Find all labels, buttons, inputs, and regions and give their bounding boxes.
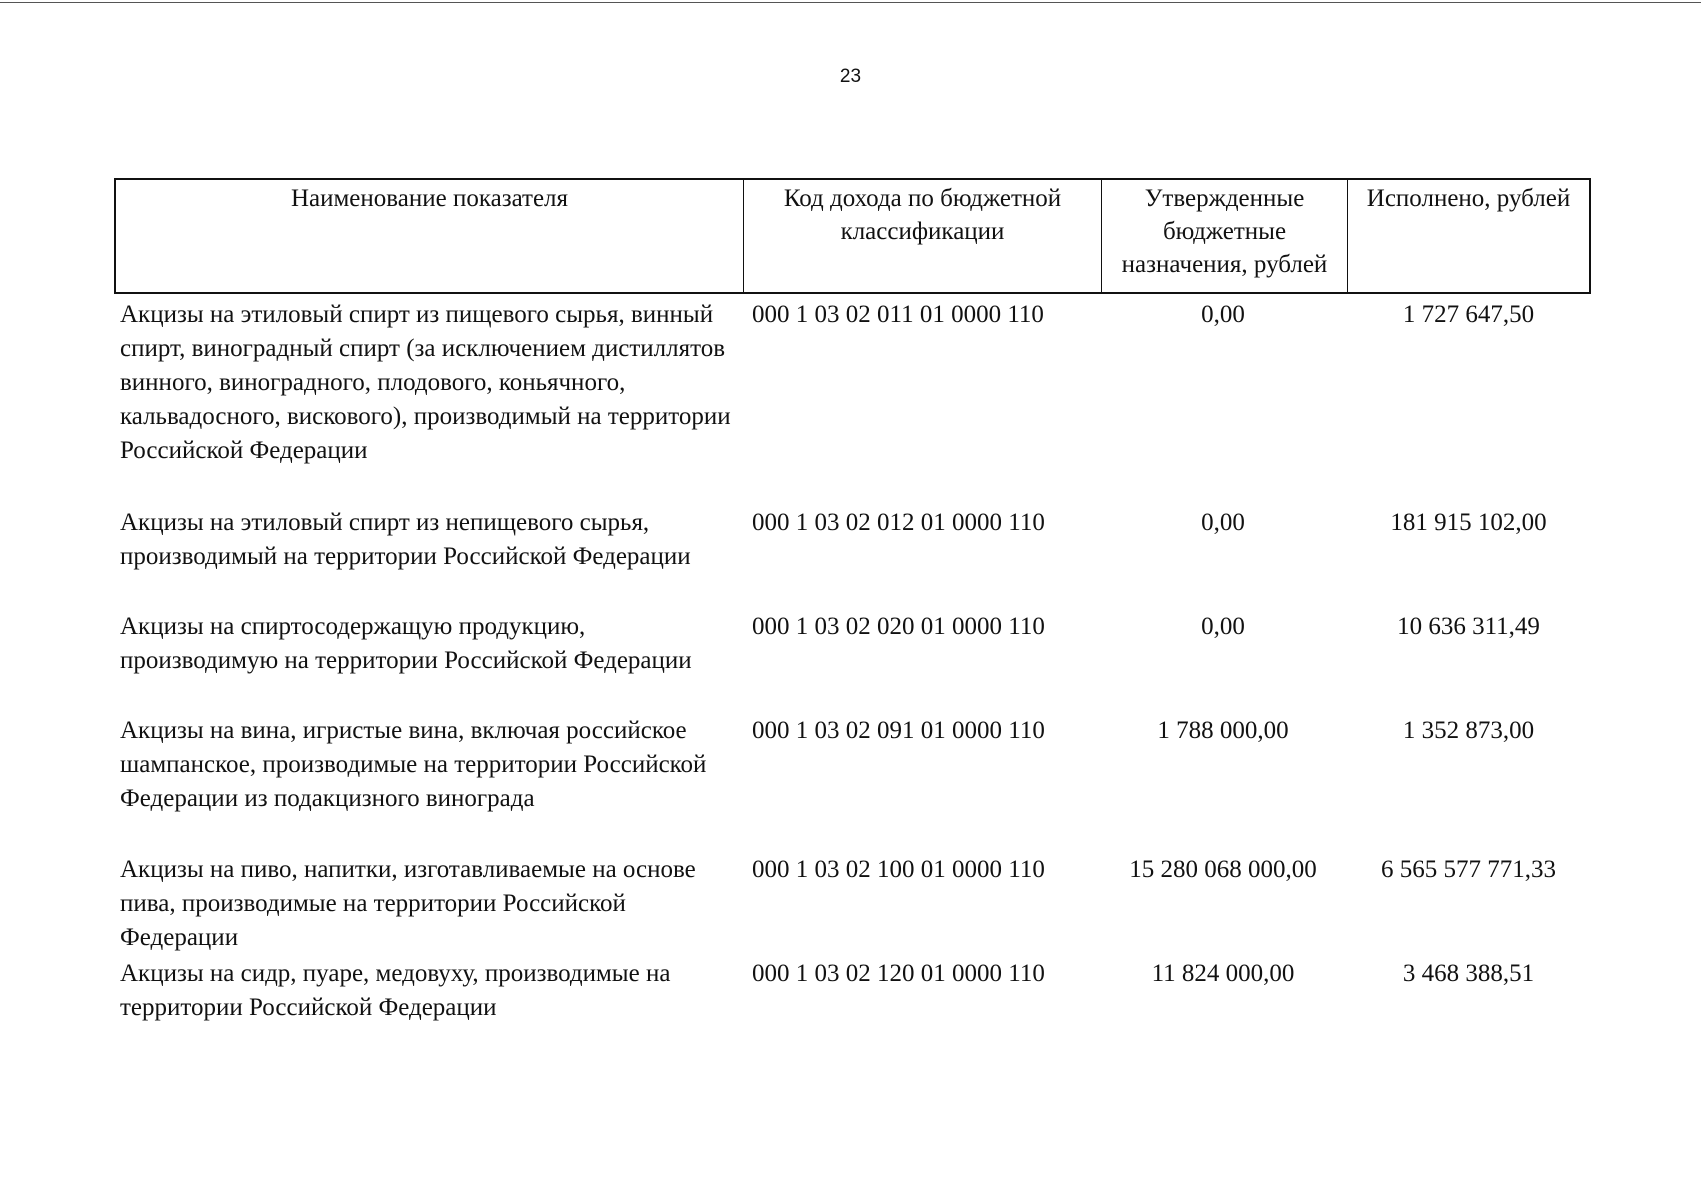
table-body bbox=[114, 296, 1591, 1027]
row-planned: 15 280 068 000,00 bbox=[1129, 856, 1317, 883]
row-planned: 0,00 bbox=[1201, 509, 1245, 536]
row-code: 000 1 03 02 011 01 0000 110 bbox=[752, 301, 1044, 328]
row-planned: 1 788 000,00 bbox=[1157, 717, 1289, 744]
row-code: 000 1 03 02 091 01 0000 110 bbox=[752, 717, 1045, 744]
row-name: Акцизы на сидр, пуаре, медовуху, производимые на территории Российской Федерации bbox=[120, 960, 671, 1021]
table-row bbox=[114, 504, 1591, 608]
row-planned: 0,00 bbox=[1201, 613, 1245, 640]
row-executed: 6 565 577 771,33 bbox=[1381, 856, 1556, 883]
row-code: 000 1 03 02 012 01 0000 110 bbox=[752, 509, 1045, 536]
header-planned: Утвержденные бюджетные назначения, рублей bbox=[1102, 180, 1348, 292]
header-name: Наименование показателя bbox=[116, 180, 744, 292]
header-code: Код дохода по бюджетной классификации bbox=[744, 180, 1102, 292]
row-executed: 181 915 102,00 bbox=[1390, 509, 1547, 536]
table-row bbox=[114, 851, 1591, 955]
row-code: 000 1 03 02 100 01 0000 110 bbox=[752, 856, 1045, 883]
row-code: 000 1 03 02 120 01 0000 110 bbox=[752, 960, 1045, 987]
row-code: 000 1 03 02 020 01 0000 110 bbox=[752, 613, 1045, 640]
row-executed: 1 352 873,00 bbox=[1402, 717, 1535, 744]
row-executed: 1 727 647,50 bbox=[1402, 301, 1535, 328]
row-planned: 11 824 000,00 bbox=[1151, 960, 1295, 987]
top-rule bbox=[0, 2, 1701, 3]
row-name: Акцизы на вина, игристые вина, включая российское шампанское, производимые на территории Российской Федерации из подакцизного винограда bbox=[120, 717, 707, 812]
table-row bbox=[114, 712, 1591, 851]
row-executed: 3 468 388,51 bbox=[1402, 960, 1535, 987]
row-planned: 0,00 bbox=[1201, 301, 1245, 328]
table-header bbox=[114, 178, 1591, 294]
row-name: Акцизы на спиртосодержащую продукцию, производимую на территории Российской Федерации bbox=[120, 613, 692, 674]
row-name: Акцизы на этиловый спирт из пищевого сырья, винный спирт, виноградный спирт (за исключением дистиллятов винного, виноградного, плодового, коньячного, кальвадосного, вискового), производимый на территории Российской Федерации bbox=[120, 301, 731, 464]
header-executed: Исполнено, рублей bbox=[1366, 185, 1571, 212]
row-executed: 10 636 311,49 bbox=[1397, 613, 1540, 640]
page-number: 23 bbox=[839, 66, 862, 87]
table-row bbox=[114, 955, 1591, 1027]
table-row bbox=[114, 608, 1591, 712]
table-row bbox=[114, 296, 1591, 504]
row-name: Акцизы на пиво, напитки, изготавливаемые на основе пива, производимые на территории Российской Федерации bbox=[120, 856, 696, 951]
row-name: Акцизы на этиловый спирт из непищевого сырья, производимый на территории Российской Федерации bbox=[120, 509, 691, 570]
